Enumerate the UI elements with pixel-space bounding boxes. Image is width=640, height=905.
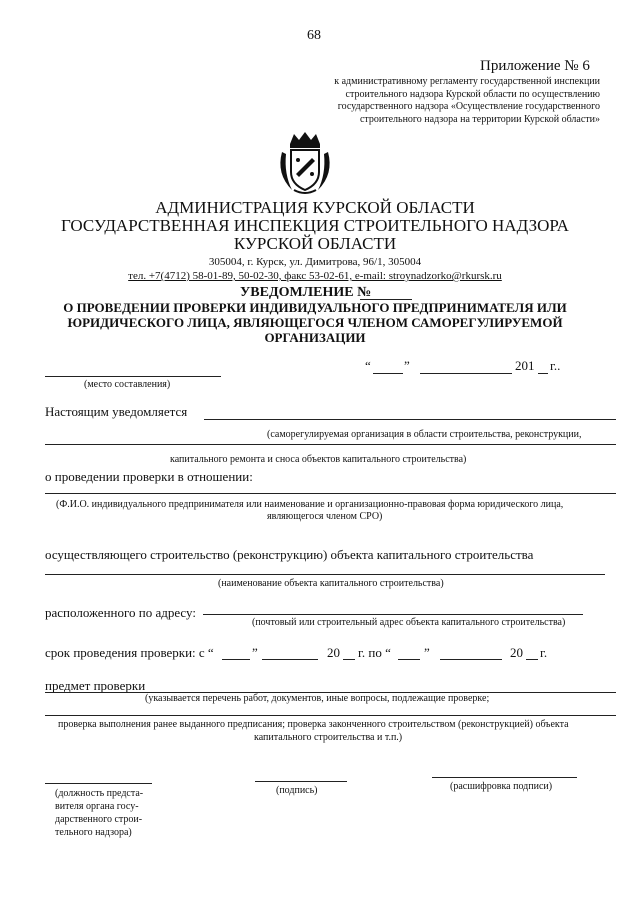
regarding-label: о проведении проверки в отношении:	[45, 469, 253, 484]
appendix-line: строительного надзора Курской области по осуществлению	[345, 88, 600, 100]
decode-line[interactable]	[432, 777, 577, 778]
address-line[interactable]	[203, 614, 583, 615]
period-day-1-line[interactable]	[222, 659, 250, 660]
place-line[interactable]	[45, 376, 221, 377]
period-year-1: 20	[327, 645, 340, 660]
date-quote-open: “	[365, 358, 371, 373]
coat-of-arms-emblem	[272, 130, 338, 196]
appendix-line: государственного надзора «Осуществление государственного	[337, 101, 600, 112]
page-number: 68	[307, 28, 321, 43]
period-label: срок проведения проверки: с “	[45, 645, 214, 660]
regarding-hint-2: являющегося членом СРО)	[267, 511, 383, 522]
notify-label: Настоящим уведомляется	[45, 404, 188, 419]
period-year-2: 20	[510, 645, 523, 660]
signature-line[interactable]	[255, 781, 347, 782]
notice-subtitle-3: ОРГАНИЗАЦИИ	[264, 330, 366, 345]
org-name-line-3: КУРСКОЙ ОБЛАСТИ	[233, 234, 397, 253]
period-day-2-line[interactable]	[398, 659, 420, 660]
appendix-title: Приложение № 6	[480, 58, 590, 74]
position-line[interactable]	[45, 783, 152, 784]
year-line[interactable]	[538, 373, 548, 374]
regarding-line[interactable]	[45, 493, 616, 494]
construction-label: осуществляющего строительство (реконструкцию) объекта капитального строительства	[45, 547, 534, 562]
period-quote-1: ”	[252, 645, 258, 660]
period-month-1-line[interactable]	[262, 659, 318, 660]
day-line[interactable]	[373, 373, 403, 374]
year-suffix: г..	[550, 358, 561, 373]
signature-hint: (подпись)	[276, 785, 318, 796]
org-contacts: тел. +7(4712) 58-01-89, 50-02-30, факс 53-02-61, e-mail: stroynadzorko@rkursk.ru	[128, 270, 502, 282]
subject-hint-1: (указывается перечень работ, документов, иные вопросы, подлежащие проверке;	[145, 693, 490, 704]
period-to-label: г. по “	[358, 645, 391, 660]
address-hint: (почтовый или строительный адрес объекта капитального строительства)	[252, 617, 566, 628]
subject-line-2[interactable]	[45, 715, 616, 716]
notify-line-2[interactable]	[45, 444, 616, 445]
notice-title: УВЕДОМЛЕНИЕ №	[240, 285, 372, 300]
appendix-text	[334, 76, 600, 126]
decode-hint: (расшифровка подписи)	[450, 781, 553, 792]
period-month-2-line[interactable]	[440, 659, 502, 660]
date-quote-close: ”	[404, 358, 410, 373]
notice-subtitle-1: О ПРОВЕДЕНИИ ПРОВЕРКИ ИНДИВИДУАЛЬНОГО ПРЕДПРИНИМАТЕЛЯ ИЛИ	[63, 300, 567, 315]
construction-hint: (наименование объекта капитального строительства)	[218, 578, 444, 589]
period-quote-2: ”	[424, 645, 430, 660]
subject-label: предмет проверки	[45, 678, 146, 693]
subject-hint-3: капитального строительства и т.п.)	[254, 732, 403, 743]
subject-hint-2: проверка выполнения ранее выданного предписания; проверка законченного строительством (реконструкцией) объекта	[58, 719, 569, 730]
org-name-line-1: АДМИНИСТРАЦИЯ КУРСКОЙ ОБЛАСТИ	[155, 198, 475, 217]
period-year-2-line[interactable]	[526, 659, 538, 660]
notify-hint-1: (саморегулируемая организация в области строительства, реконструкции,	[267, 429, 582, 440]
appendix-line: к административному регламенту государственной инспекции	[334, 76, 600, 87]
address-label: расположенного по адресу:	[45, 605, 196, 620]
period-year-1-line[interactable]	[343, 659, 355, 660]
position-hint-line: дарственного строи-	[55, 814, 143, 825]
month-line[interactable]	[420, 373, 512, 374]
notify-line[interactable]	[204, 419, 616, 420]
year-prefix: 201	[515, 358, 535, 373]
position-hint-line: вителя органа госу-	[55, 801, 139, 812]
regarding-hint-1: (Ф.И.О. индивидуального предпринимателя или наименование и организационно-правовая форма юридического лица,	[56, 499, 564, 510]
position-hint-line: тельного надзора)	[55, 827, 132, 838]
notify-hint-2: капитального ремонта и сноса объектов капитального строительства)	[170, 454, 467, 465]
period-year-suffix: г.	[540, 645, 548, 660]
appendix-line: строительного надзора на территории Курской области»	[359, 113, 600, 125]
place-hint: (место составления)	[84, 379, 171, 390]
position-hint	[55, 787, 143, 839]
construction-line[interactable]	[45, 574, 605, 575]
org-address: 305004, г. Курск, ул. Димитрова, 96/1, 305004	[208, 256, 422, 268]
position-hint-line: (должность предста-	[55, 788, 144, 799]
notice-subtitle-2: ЮРИДИЧЕСКОГО ЛИЦА, ЯВЛЯЮЩЕГОСЯ ЧЛЕНОМ САМОРЕГУЛИРУЕМОЙ	[67, 315, 563, 330]
org-name-line-2: ГОСУДАРСТВЕННАЯ ИНСПЕКЦИЯ СТРОИТЕЛЬНОГО НАДЗОРА	[61, 216, 569, 235]
